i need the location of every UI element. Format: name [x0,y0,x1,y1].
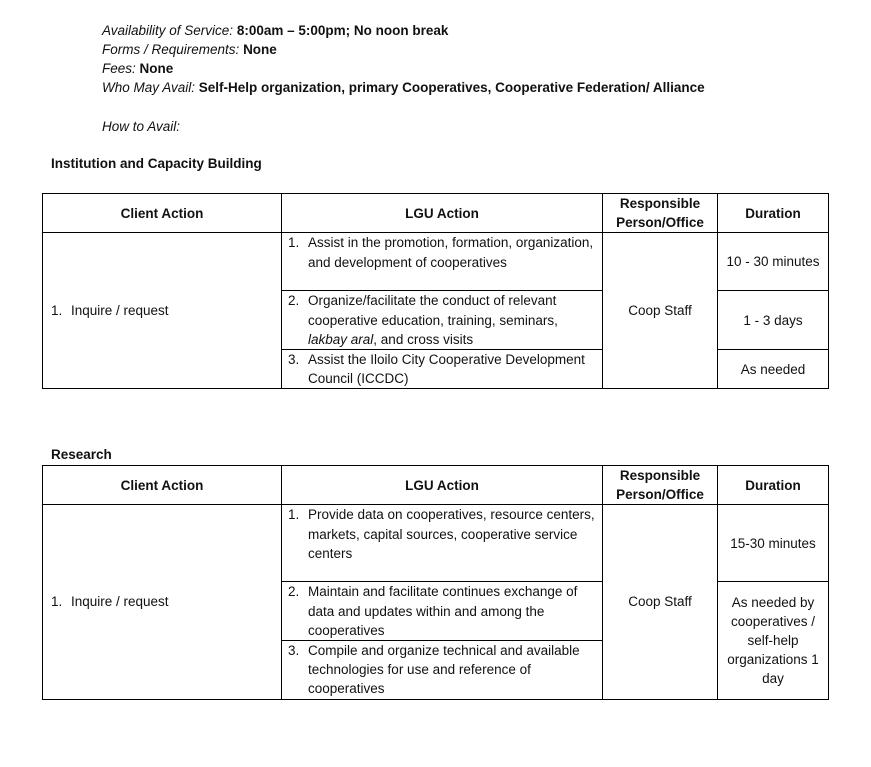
fees-value: None [139,61,174,76]
fees-line [102,59,173,78]
responsible-cell: Coop Staff [603,505,718,699]
section-title-research: Research [51,447,112,462]
who-value: Self-Help organization, primary Cooperatives, Cooperative Federation/ Alliance [198,80,705,95]
client-action-num: 1. [51,594,63,610]
header-duration: Duration [718,466,829,505]
fees-label: Fees: [102,61,136,76]
lgu-action-cell [282,582,603,641]
section-title-institution: Institution and Capacity Building [51,156,262,171]
availability-value: 8:00am – 5:00pm; No noon break [236,23,449,38]
lgu-action-cell [282,233,603,291]
lgu-action-text: Assist in the promotion, formation, organization, and development of cooperatives [308,235,594,270]
forms-value: None [243,42,277,57]
client-action-num: 1. [51,303,63,319]
lgu-action-cell [282,641,603,700]
lgu-action-num: 1. [288,235,300,251]
header-duration: Duration [718,194,829,233]
forms-line [102,40,277,59]
duration-cell: 1 - 3 days [718,291,829,350]
lgu-action-text-part: , and cross visits [373,331,474,347]
lgu-action-num: 3. [288,352,300,368]
duration-cell: As needed [718,350,829,389]
availability-label: Availability of Service: [102,23,234,38]
lgu-action-text-emphasis: lakbay aral [308,331,374,347]
client-action-text: Inquire / request [71,303,169,319]
lgu-action-text [308,291,598,349]
header-client-action: Client Action [43,466,282,505]
lgu-action-num: 2. [288,584,300,600]
how-line [102,117,180,136]
lgu-action-num: 1. [288,507,300,523]
duration-cell: 15-30 minutes [718,505,829,582]
lgu-action-text: Maintain and facilitate continues exchange of data and updates within and among the cooperatives [308,584,578,638]
header-client-action: Client Action [43,194,282,233]
lgu-action-num: 3. [288,643,300,659]
lgu-action-text: Assist the Iloilo City Cooperative Development Council (ICCDC) [308,352,585,387]
duration-cell: 10 - 30 minutes [718,233,829,291]
header-lgu-action: LGU Action [282,194,603,233]
forms-label: Forms / Requirements: [102,42,240,57]
lgu-action-text: Provide data on cooperatives, resource centers, markets, capital sources, cooperative service centers [308,507,595,561]
research-table [42,465,829,700]
who-line [102,78,705,97]
table-header-row [43,466,829,505]
lgu-action-cell [282,505,603,582]
header-responsible: Responsible Person/Office [603,466,718,505]
lgu-action-cell [282,350,603,389]
how-label: How to Avail: [102,119,181,134]
availability-line [102,21,448,40]
institution-table [42,193,829,389]
duration-cell-merged: As needed by cooperatives / self-help organizations 1 day [718,582,829,699]
lgu-action-text: Compile and organize technical and available technologies for use and reference of cooperatives [308,643,580,697]
client-action-text: Inquire / request [71,594,169,610]
client-action-cell [43,233,282,389]
header-lgu-action: LGU Action [282,466,603,505]
client-action-cell [43,505,282,699]
table-header-row [43,194,829,233]
who-label: Who May Avail: [102,80,196,95]
header-responsible: Responsible Person/Office [603,194,718,233]
lgu-action-text-part: Organize/facilitate the conduct of relevant cooperative education, training, seminars, [308,293,558,328]
responsible-cell: Coop Staff [603,233,718,389]
lgu-action-cell [282,291,603,350]
table-row [43,233,829,291]
table-row [43,505,829,582]
lgu-action-num: 2. [288,293,300,309]
